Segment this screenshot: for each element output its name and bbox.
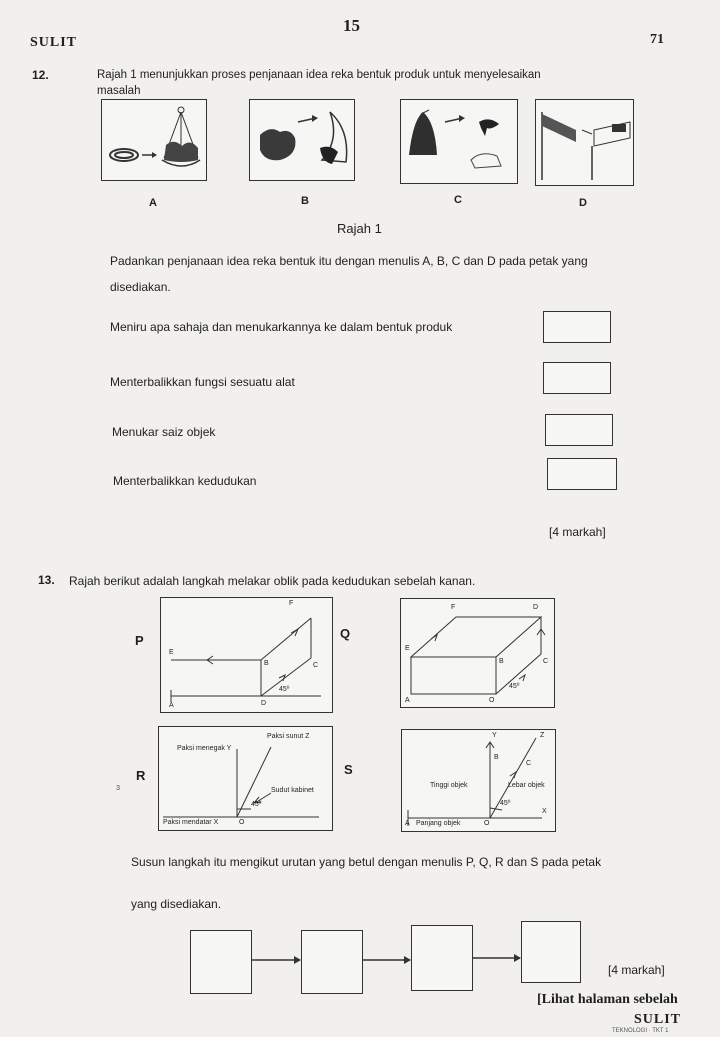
p-label-b: B (264, 660, 269, 667)
r-label-angle-name: Sudut kabinet (271, 787, 314, 794)
figure-a (101, 99, 207, 181)
sulit-footer: SULIT (634, 1012, 682, 1027)
paper-code: 71 (650, 32, 664, 47)
p-label-angle: 45º (279, 686, 290, 693)
q-label-o: O (489, 697, 495, 704)
q13-number: 13. (38, 573, 55, 587)
subject-footer: TEKNOLOGI · TKT 1 (612, 1028, 669, 1034)
figure-c-drawing (401, 100, 517, 183)
q12-instruction-line1: Padankan penjanaan idea reka bentuk itu dengan menulis A, B, C dan D pada petak yang (110, 254, 588, 268)
figure-label-d: D (579, 197, 587, 209)
r-label-axis-x: Paksi mendatar X (163, 819, 219, 826)
answer-box-4[interactable] (547, 458, 617, 490)
step-r-drawing (159, 727, 332, 830)
sequence-box-1[interactable] (190, 930, 252, 994)
s-label-width: Lebar objek (508, 782, 545, 789)
s-label-b: B (494, 754, 499, 761)
sequence-box-4[interactable] (521, 921, 581, 983)
s-label-a: A (405, 820, 410, 827)
q-label-b: B (499, 658, 504, 665)
step-s-drawing (402, 730, 555, 831)
figure-d-drawing (536, 100, 633, 185)
r-label-axis-y: Paksi menegak Y (177, 745, 232, 752)
q12-number: 12. (32, 68, 49, 82)
step-label-p: P (135, 633, 144, 648)
figure-b-drawing (250, 100, 354, 180)
answer-box-3[interactable] (545, 414, 613, 446)
sequence-arrows (250, 950, 525, 970)
page-number: 15 (343, 16, 360, 35)
s-label-c: C (526, 760, 532, 767)
figure-label-a: A (149, 197, 157, 209)
figure-label-b: B (301, 195, 309, 207)
step-r-panel (158, 726, 333, 831)
figure-label-c: C (454, 194, 462, 206)
q-label-e: E (405, 645, 410, 652)
figure-caption: Rajah 1 (337, 221, 382, 236)
step-q-drawing (401, 599, 554, 707)
q12-instruction-line2: disediakan. (110, 280, 171, 294)
step-p-panel (160, 597, 333, 713)
statement-1: Meniru apa sahaja dan menukarkannya ke dalam bentuk produk (110, 320, 453, 334)
figure-d (535, 99, 634, 186)
s-label-o: O (484, 820, 490, 827)
answer-box-1[interactable] (543, 311, 611, 343)
statement-3: Menukar saiz objek (112, 425, 216, 439)
stray-mark: ɜ (116, 782, 121, 792)
s-label-y: Y (492, 732, 497, 739)
figure-a-drawing (102, 100, 206, 180)
step-label-q: Q (340, 626, 351, 641)
q12-marks: [4 markah] (549, 525, 606, 539)
s-label-x: X (542, 808, 547, 815)
q13-marks: [4 markah] (608, 963, 665, 977)
s-label-length: Panjang objek (416, 820, 461, 827)
q13-instruction-line1: Susun langkah itu mengikut urutan yang betul dengan menulis P, Q, R dan S pada petak (131, 855, 602, 869)
r-label-angle: 45º (251, 801, 262, 808)
step-q-panel (400, 598, 555, 708)
sulit-header: SULIT (30, 35, 78, 50)
s-label-z: Z (540, 732, 545, 739)
p-label-e: E (169, 649, 174, 656)
r-label-axis-z: Paksi sunut Z (267, 733, 310, 740)
figure-c (400, 99, 518, 184)
step-s-panel (401, 729, 556, 832)
p-label-d: D (261, 700, 267, 707)
q13-prompt: Rajah berikut adalah langkah melakar oblik pada kedudukan sebelah kanan. (69, 574, 476, 588)
s-label-height: Tinggi objek (430, 782, 468, 789)
q-label-c: C (543, 658, 549, 665)
statement-4: Menterbalikkan kedudukan (113, 474, 257, 488)
step-label-r: R (136, 768, 146, 783)
q12-prompt-line2: masalah (97, 85, 141, 97)
p-label-f: F (289, 600, 294, 607)
q13-instruction-line2: yang disediakan. (131, 897, 222, 911)
q-label-d: D (533, 604, 539, 611)
turn-page-note: [Lihat halaman sebelah (537, 992, 678, 1007)
r-label-origin: O (239, 819, 245, 826)
answer-box-2[interactable] (543, 362, 611, 394)
step-label-s: S (344, 762, 353, 777)
figure-b (249, 99, 355, 181)
statement-2: Menterbalikkan fungsi sesuatu alat (110, 375, 295, 389)
p-label-a: A (169, 702, 174, 709)
q12-prompt-line1: Rajah 1 menunjukkan proses penjanaan idea reka bentuk produk untuk menyelesaikan (97, 69, 541, 81)
p-label-c: C (313, 662, 319, 669)
q-label-a: A (405, 697, 410, 704)
step-p-drawing (161, 598, 332, 712)
q-label-angle: 45º (509, 683, 520, 690)
q-label-f: F (451, 604, 456, 611)
s-label-angle: 45º (500, 800, 511, 807)
